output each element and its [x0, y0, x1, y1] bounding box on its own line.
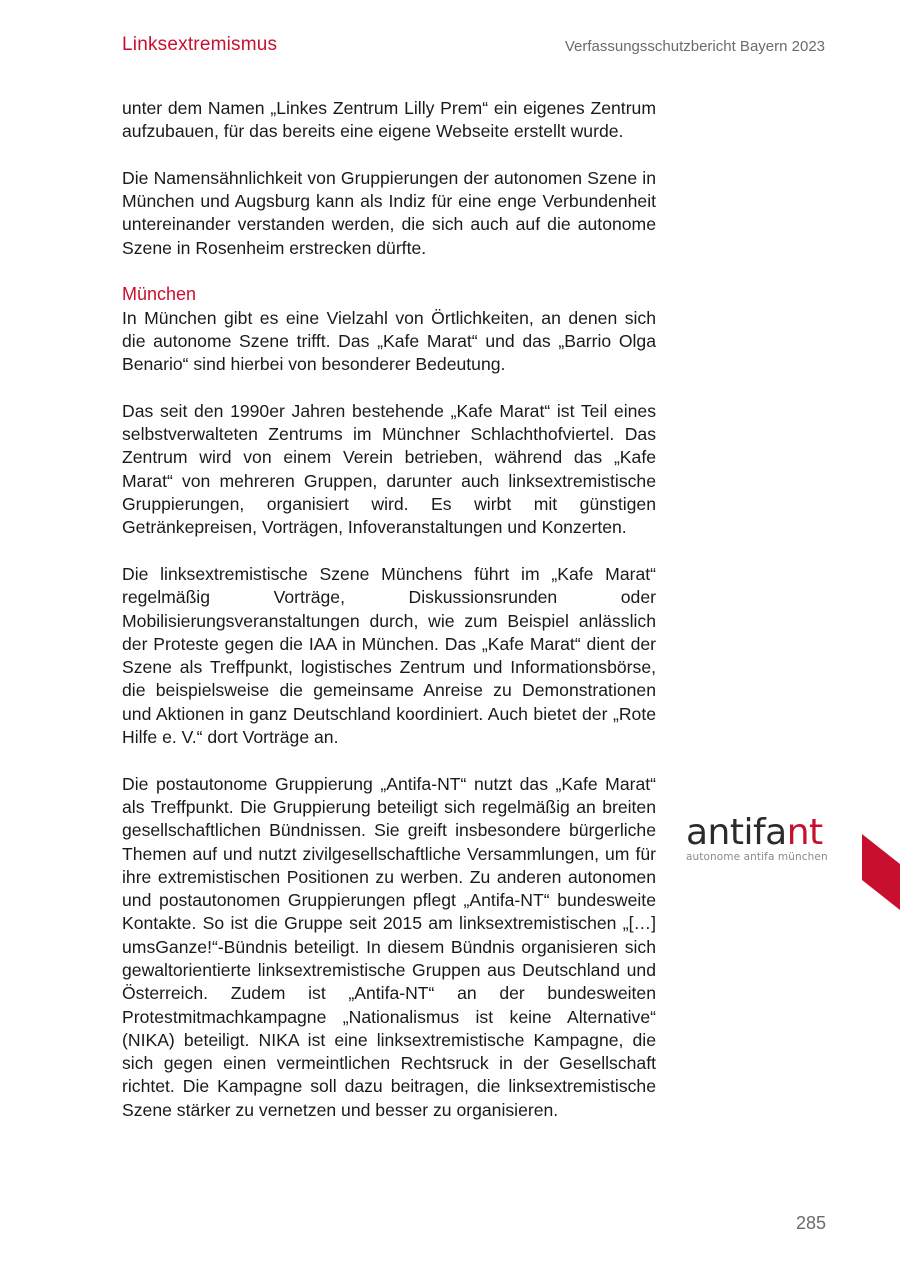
main-text — [122, 97, 656, 1145]
paragraph: Die Namensähnlichkeit von Gruppierungen der autonomen Szene in München und Augsburg kann als Indiz für eine enge Verbundenheit untereinander verstanden werden, die sich auch auf die autonome Szene in Rosenheim erstrecken dürfte. — [122, 167, 656, 258]
running-header-report-title: Verfassungsschutzbericht Bayern 2023 — [564, 38, 825, 55]
paragraph: In München gibt es eine Vielzahl von Örtlichkeiten, an denen sich die autonome Szene trifft. Das „Kafe Marat“ und das „Barrio Olga Benario“ sind hierbei von besonderer Bedeutung. — [122, 307, 656, 375]
logo-word-accent: nt — [786, 812, 823, 853]
page-number: 285 — [795, 1213, 826, 1233]
paragraph: unter dem Namen „Linkes Zentrum Lilly Prem“ ein eigenes Zentrum aufzubauen, für das bereits eine eigene Webseite erstellt wurde. — [122, 98, 656, 142]
logo-subtitle: autonome antifa münchen — [686, 851, 828, 863]
paragraph: Die postautonome Gruppierung „Antifa-NT“ nutzt das „Kafe Marat“ als Treffpunkt. Die Gruppierung beteiligt sich regelmäßig an breiten gesellschaftlichen Bündnissen. Sie greift insbesondere bürgerliche Themen auf und nutzt zivilgesellschaftliche Versammlungen, um für ihre extremistischen Positionen zu werben. Zu anderen autonomen und postautonomen Gruppierungen pflegt „Antifa-NT“ bundesweite Kontakte. So ist die Gruppe seit 2015 am linksextremistischen „[…] umsGanze!“-Bündnis beteiligt. In diesem Bündnis organisieren sich gewaltorientierte linksextremistische Gruppen aus Deutschland und Österreich. Zudem ist „Antifa-NT“ an der bundesweiten Protestmitmachkampagne „Nationalismus ist keine Alternative“ (NIKA) beteiligt. NIKA ist eine linksextremistische Kampagne, die sich gegen einen vermeintlichen Rechtsruck in der Gesellschaft richtet. Die Kampagne soll dazu beitragen, die linksextremistische Szene stärker zu vernetzen und besser zu organisieren. — [122, 773, 656, 1120]
section-heading-muenchen: München — [122, 284, 197, 305]
paragraph: Die linksextremistische Szene Münchens führt im „Kafe Marat“ regelmäßig Vorträge, Diskussionsrunden oder Mobilisierungsveranstaltungen durch, wie zum Beispiel anlässlich der Proteste gegen die IAA in München. Das „Kafe Marat“ dient der Szene als Treffpunkt, logistisches Zentrum und Informationsbörse, die beispielsweise die gemeinsame Anreise zu Demonstrationen und Aktionen in ganz Deutschland koordiniert. Auch bietet der „Rote Hilfe e. V.“ dort Vorträge an. — [122, 563, 656, 748]
paragraph: Das seit den 1990er Jahren bestehende „Kafe Marat“ ist Teil eines selbstverwalteten Zentrums im Münchner Schlachthofviertel. Das Zentrum wird von einem Verein betrieben, während das „Kafe Marat“ von mehreren Gruppen, darunter auch linksextremistische Gruppierungen, organisiert wird. Es wirbt mit günstigen Getränkepreisen, Vorträgen, Infoveranstaltungen und Konzerten. — [122, 400, 656, 538]
running-header-section: Linksextremismus — [122, 34, 278, 55]
antifa-nt-logo — [686, 814, 836, 863]
logo-wordmark — [686, 814, 836, 852]
logo-word-main: antifa — [686, 812, 787, 853]
chapter-marker-icon — [862, 834, 900, 910]
